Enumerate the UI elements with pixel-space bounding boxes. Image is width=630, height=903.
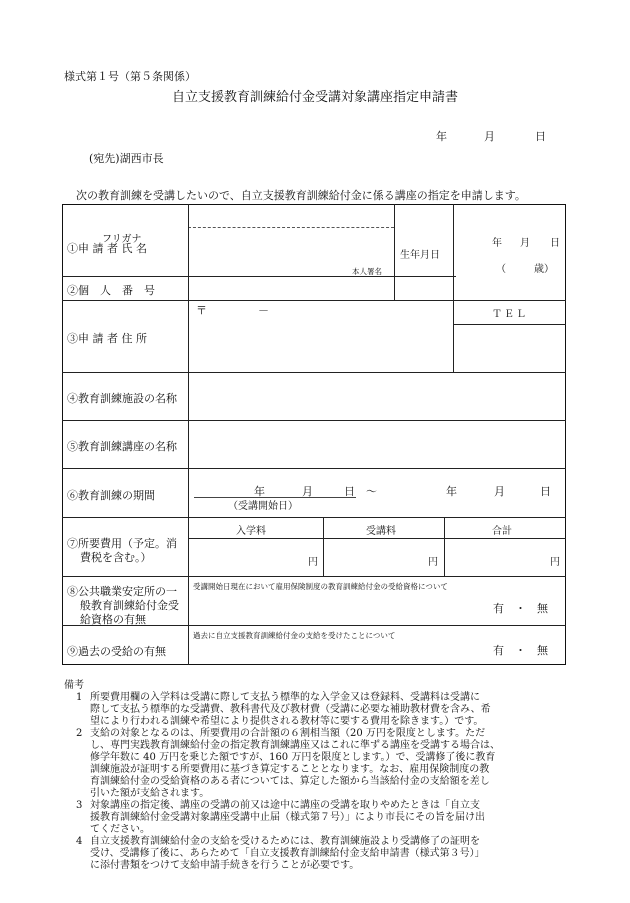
note-item-4: 4 自立支援教育訓練給付金の支給を受けるためには、教育訓練施設より受講修了の証明を 受け、受講修了後に、あらためて「自立支援教育訓練給付金支給申請書（様式第３号）」 に添付書類をつけて支給申請手続きを行うことが必要です。 [76,836,485,871]
individual-number-label: ②個 人 番 号 [67,284,155,297]
age-open-label: （ [496,264,506,275]
q8-description: 受講開始日現在において雇用保険制度の教育訓練給付金の受給資格について [193,582,448,591]
period-start-year-label: 年 [254,485,265,498]
postal-dash: － [258,304,269,317]
q8-label-line1: ⑧公共職業安定所の一 [67,585,177,598]
address-field[interactable] [192,318,450,370]
q8-label-line3: 給資格の有無 [80,613,146,626]
table-border-right [565,204,566,665]
postal-mark: 〒 [196,304,207,317]
period-end-field[interactable] [392,470,442,494]
birth-day-label: 日 [550,238,560,249]
period-end-year-label: 年 [446,485,457,498]
period-end-day-label: 日 [540,485,551,498]
facility-name-field[interactable] [192,375,562,418]
tuition-fee-field[interactable] [327,541,425,573]
course-name-label: ⑤教育訓練講座の名称 [67,440,177,453]
q8-label-line2: 般教育訓練給付金受 [80,599,179,612]
total-cost-field[interactable] [448,541,546,573]
table-border-left [62,204,63,665]
period-start-day-label: 日 [344,485,355,498]
course-name-field[interactable] [192,423,562,466]
age-close-label: 歳） [534,264,554,275]
training-period-label: ⑥教育訓練の期間 [67,489,155,502]
date-year-label: 年 [436,130,447,143]
total-yen: 円 [550,557,560,568]
notes-section [64,680,584,872]
admission-fee-field[interactable] [192,541,304,573]
tuition-fee-header: 受講料 [366,526,396,537]
period-start-note: （受講開始日） [228,501,298,512]
q9-description: 過去に自立支援教育訓練給付金の支給を受けたことについて [193,631,396,640]
addressee: (宛先)湖西市長 [89,152,164,165]
period-start-month-label: 月 [302,485,313,498]
note-item-2: 2 支給の対象となるのは、所要費用の合計額の６割相当額（20 万円を限度とします。ただ し、専門実践教育訓練給付金の指定教育訓練講座又はこれに準ずる講座を受講する場合は、 修学年数に 40 万円を乗じた額ですが、160 万円を限度とします。）で、受講修了後に教育 訓練施設が証明する所要費用に基づき算定することとなります。なお、雇用保険制度の教 育訓練給付金の受給資格のある者については、算定した額から当該給付金の支給額を差し 引いた額が支給されます。 [76,728,500,799]
furigana-divider [188,227,394,228]
tuition-yen: 円 [428,557,438,568]
tel-field[interactable] [456,326,562,370]
note-item-3: 3 対象講座の指定後、講座の受講の前又は途中に講座の受講を取りやめたときは「自立支 援教育訓練給付金受講対象講座受講中止届（様式第７号）」により市長にその旨を届け出 てください。 [76,800,485,835]
furigana-field[interactable] [195,207,392,227]
address-label: ③申 請 者 住 所 [67,332,147,345]
form-number: 様式第１号（第５条関係） [64,70,196,83]
date-month-label: 月 [484,130,495,143]
tel-label: ＴＥＬ [492,309,528,320]
admission-fee-header: 入学料 [236,526,266,537]
date-day-label: 日 [535,130,546,143]
page-title: 自立支援教育訓練給付金受講対象講座指定申請書 [171,90,458,105]
note-item-1: 1 所要費用欄の入学料は受講に際して支払う標準的な入学金又は登録料、受講料は受講に 際して支払う標準的な受講費、教科書代及び教材費（受講に必要な補助教材費を含み、希 望により行われる訓練や希望により提供される教材等に要する費用を除きます。）です。 [76,692,491,727]
facility-name-label: ④教育訓練施設の名称 [67,392,177,405]
signature-label: 本人署名 [352,267,382,276]
period-start-field[interactable] [200,470,250,494]
q9-label: ⑨過去の受給の有無 [67,645,166,658]
notes-heading: 備考 [64,680,84,691]
applicant-name-label: ①申 請 者 氏 名 [67,242,147,255]
cost-label-line2: 費税を含む。） [80,551,152,564]
intro-text: 次の教育訓練を受講したいので、自立支援教育訓練給付金に係る講座の指定を申請します。 [76,189,526,202]
admission-yen: 円 [308,557,318,568]
period-tilde: ～ [366,485,377,498]
furigana-label: フリガナ [102,234,142,245]
birthdate-label: 生年月日 [400,250,440,261]
total-cost-header: 合計 [492,526,512,537]
q9-yes-no-option[interactable]: 有 ・ 無 [493,644,548,657]
q8-yes-no-option[interactable]: 有 ・ 無 [493,602,548,615]
birth-year-label: 年 [492,238,502,249]
individual-number-field[interactable] [190,278,392,298]
period-end-month-label: 月 [494,485,505,498]
cost-label-line1: ⑦所要費用（予定。消 [67,537,177,550]
birth-month-label: 月 [520,238,530,249]
table-border-bottom [62,664,566,665]
applicant-name-field[interactable] [195,230,345,274]
table-border-top [62,204,566,205]
